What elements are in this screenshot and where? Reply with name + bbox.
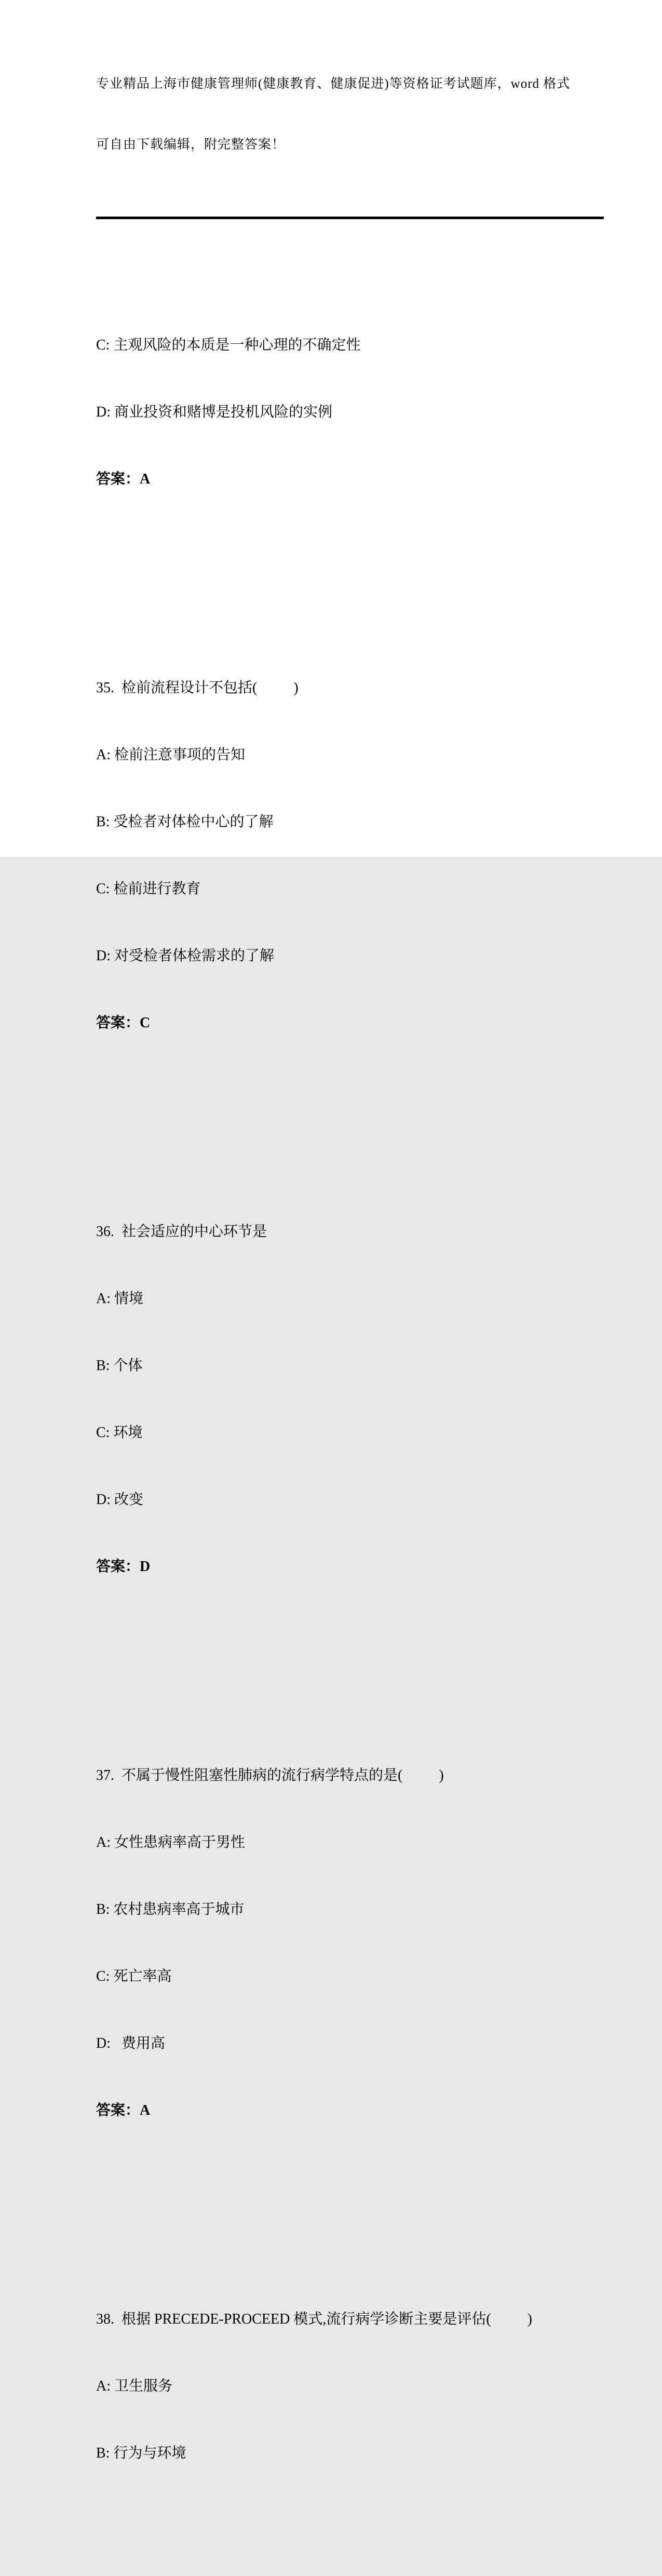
question-title: 35. 检前流程设计不包括( )	[96, 680, 299, 696]
header-text-line-1: 专业精品上海市健康管理师(健康教育、健康促进)等资格证考试题库，word 格式	[96, 77, 571, 91]
answer-line: 答案：C	[96, 1015, 151, 1031]
question-block-37	[96, 1720, 631, 2166]
option-line-b: B: 个体	[96, 1358, 143, 1374]
question-title: 37. 不属于慢性阻塞性肺病的流行病学特点的是( )	[96, 1767, 444, 1783]
option-line-b: B: 受检者对体检中心的了解	[96, 814, 274, 830]
question-title: 38. 根据 PRECEDE-PROCEED 模式,流行病学诊断主要是评估( )	[96, 2311, 533, 2327]
option-line-a: A: 检前注意事项的告知	[96, 747, 246, 763]
document-body	[96, 222, 631, 2576]
option-line-c: C: 主观风险的本质是一种心理的不确定性	[96, 337, 361, 353]
option-line-b: B: 行为与环境	[96, 2445, 186, 2461]
option-line-a: A: 卫生服务	[96, 2378, 173, 2394]
page-header	[96, 0, 615, 196]
option-line-c: C: 死亡率高	[96, 1968, 172, 1984]
answer-line: 答案：A	[96, 471, 151, 487]
option-line-d: D: 商业投资和赌博是投机风险的实例	[96, 404, 333, 420]
option-line-b: B: 农村患病率高于城市	[96, 1901, 245, 1917]
answer-line: 答案：A	[96, 2102, 151, 2118]
question-block-35	[96, 632, 631, 1079]
question-block-38	[96, 2263, 631, 2509]
option-line-c: C: 检前进行教育	[96, 881, 201, 897]
option-line-a: A: 情境	[96, 1291, 144, 1307]
option-line-a: A: 女性患病率高于男性	[96, 1834, 246, 1850]
answer-line: 答案：D	[96, 1559, 151, 1575]
question-title: 36. 社会适应的中心环节是	[96, 1224, 267, 1240]
option-line-d: D: 改变	[96, 1492, 144, 1508]
option-line-c: C: 环境	[96, 1425, 143, 1441]
question-block-36	[96, 1176, 631, 1622]
question-block-34-partial	[96, 289, 631, 535]
header-divider-double-line	[96, 217, 604, 219]
option-line-d: D: 费用高	[96, 2035, 166, 2051]
option-line-d: D: 对受检者体检需求的了解	[96, 948, 275, 964]
header-text-line-2: 可自由下载编辑，附完整答案！	[96, 138, 286, 152]
